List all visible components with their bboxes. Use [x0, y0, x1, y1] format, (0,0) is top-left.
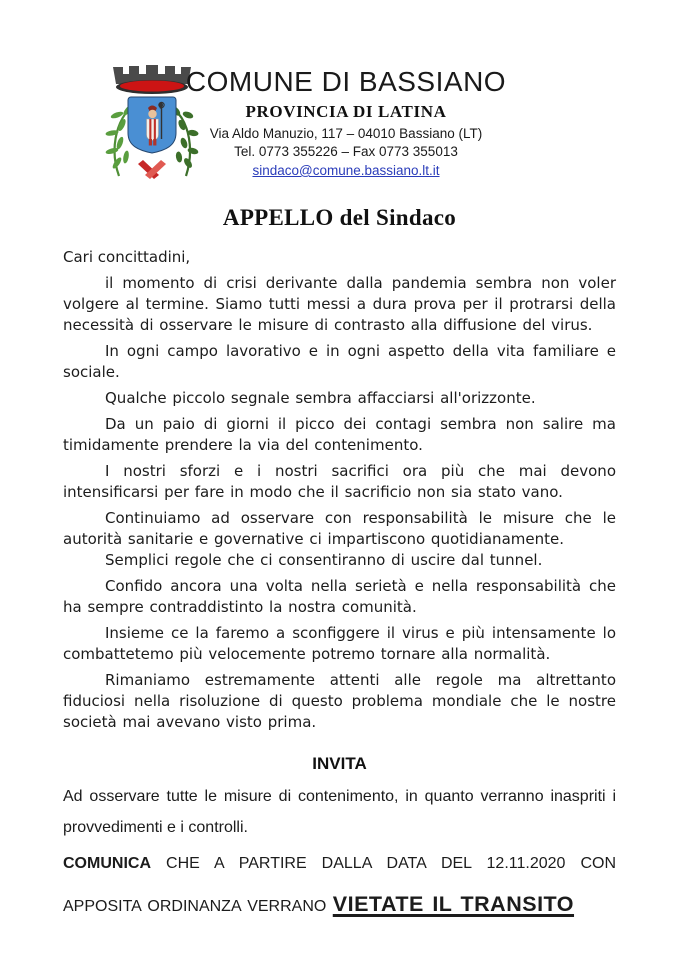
paragraph: Insieme ce la faremo a sconfiggere il virus e più intensamente lo combattetemo più velocemente potremo tornare alla normalità.	[63, 624, 616, 663]
comunica-lead: COMUNICA	[63, 855, 151, 872]
province-name: PROVINCIA DI LATINA	[245, 102, 447, 121]
letterhead	[170, 66, 522, 179]
paragraph: In ogni campo lavorativo e in ogni aspetto della vita familiare e sociale.	[63, 342, 616, 381]
letter-body	[63, 204, 616, 927]
comunica-paragraph	[63, 844, 616, 927]
paragraph: Continuiamo ad osservare con responsabilità le misure che le autorità sanitarie e governative ci impartiscono quotidianamente.	[63, 509, 616, 548]
comunica-body: CHE A PARTIRE DALLA DATA DEL 12.11.2020 CON APPOSITA ORDINANZA VERRANO	[63, 855, 616, 915]
paragraph: Confido ancora una volta nella serietà e nella responsabilità che ha sempre contraddistinto la nostra comunità.	[63, 577, 616, 616]
invita-heading: INVITA	[312, 754, 367, 773]
paragraph: Semplici regole che ci consentiranno di uscire dal tunnel.	[105, 551, 543, 569]
paragraph: Da un paio di giorni il picco dei contagi sembra non salire ma timidamente prendere la via del contenimento.	[63, 415, 616, 454]
paragraph: Rimaniamo estremamente attenti alle regole ma altrettanto fiduciosi nella risoluzione di questo problema mondiale che le nostre società mai avevano visto prima.	[63, 671, 616, 731]
ribbon	[138, 160, 166, 179]
address-line: Via Aldo Manuzio, 117 – 04010 Bassiano (LT)	[209, 126, 483, 141]
paragraph: il momento di crisi derivante dalla pandemia sembra non voler volgere al termine. Siamo tutti messi a dura prova per il protrarsi della necessità di osservare le misure di contrasto alla diffusione del virus.	[63, 274, 616, 334]
municipality-name: COMUNE DI BASSIANO	[185, 66, 507, 97]
salutation: Cari concittadini,	[63, 248, 191, 266]
paragraph: I nostri sforzi e i nostri sacrifici ora più che mai devono intensificarsi per fare in modo che il sacrificio non sia stato vano.	[63, 462, 616, 501]
letter-title: APPELLO del Sindaco	[222, 205, 457, 230]
comunica-emphasis: VIETATE IL TRANSITO	[332, 892, 575, 916]
invita-body: Ad osservare tutte le misure di contenimento, in quanto verranno inaspriti i provvedimenti e i controlli.	[63, 788, 616, 836]
contact-line: Tel. 0773 355226 – Fax 0773 355013	[234, 143, 458, 159]
paragraph: Qualche piccolo segnale sembra affacciarsi all'orizzonte.	[105, 389, 536, 407]
email-link[interactable]: sindaco@comune.bassiano.lt.it	[252, 163, 440, 178]
